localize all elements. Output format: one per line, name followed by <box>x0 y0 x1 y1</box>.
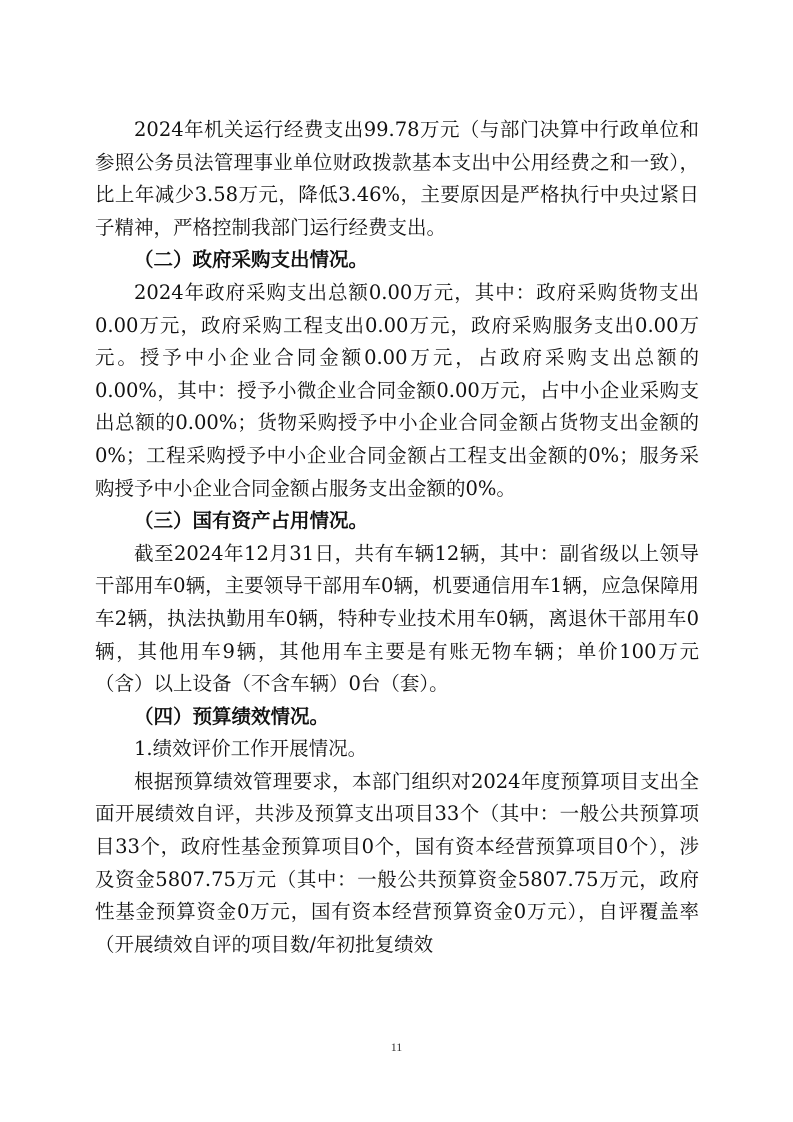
heading-government-procurement: （二）政府采购支出情况。 <box>134 248 369 272</box>
paragraph-performance-evaluation-title: 1.绩效评价工作开展情况。 <box>134 737 368 761</box>
paragraph-government-procurement: 2024年政府采购支出总额0.00万元，其中：政府采购货物支出0.00万元，政府采购工程支出0.00万元，政府采购服务支出0.00万元。授予中小企业合同金额0.00万元，占政府采购支出总额的0.00%，其中：授予小微企业合同金额0.00万元，占中小企业采购支出总额的0.00%；货物采购授予中小企业合同金额占货物支出金额的0%；工程采购授予中小企业合同金额占工程支出金额的0%；服务采购授予中小企业合同金额占服务支出金额的0%。 <box>95 280 699 500</box>
paragraph-state-assets: 截至2024年12月31日，共有车辆12辆，其中：副省级以上领导干部用车0辆，主要领导干部用车0辆，机要通信用车1辆，应急保障用车2辆，执法执勤用车0辆，特种专业技术用车0辆，离退休干部用车0辆，其他用车9辆，其他用车主要是有账无物车辆；单价100万元（含）以上设备（不含车辆）0台（套）。 <box>95 541 699 696</box>
page-number: 11 <box>390 1040 403 1054</box>
paragraph-performance-evaluation: 根据预算绩效管理要求，本部门组织对2024年度预算项目支出全面开展绩效自评，共涉及预算支出项目33个（其中：一般公共预算项目33个，政府性基金预算项目0个，国有资本经营预算项目0个），涉及资金5807.75万元（其中：一般公共预算资金5807.75万元，政府性基金预算资金0万元，国有资本经营预算资金0万元），自评覆盖率（开展绩效自评的项目数/年初批复绩效 <box>95 769 699 956</box>
heading-budget-performance: （四）预算绩效情况。 <box>134 704 330 728</box>
document-body <box>95 114 699 961</box>
paragraph-operating-expenses: 2024年机关运行经费支出99.78万元（与部门决算中行政单位和参照公务员法管理事业单位财政拨款基本支出中公用经费之和一致），比上年减少3.58万元，降低3.46%，主要原因是严格执行中央过紧日子精神，严格控制我部门运行经费支出。 <box>95 118 699 239</box>
heading-state-assets: （三）国有资产占用情况。 <box>134 509 369 533</box>
